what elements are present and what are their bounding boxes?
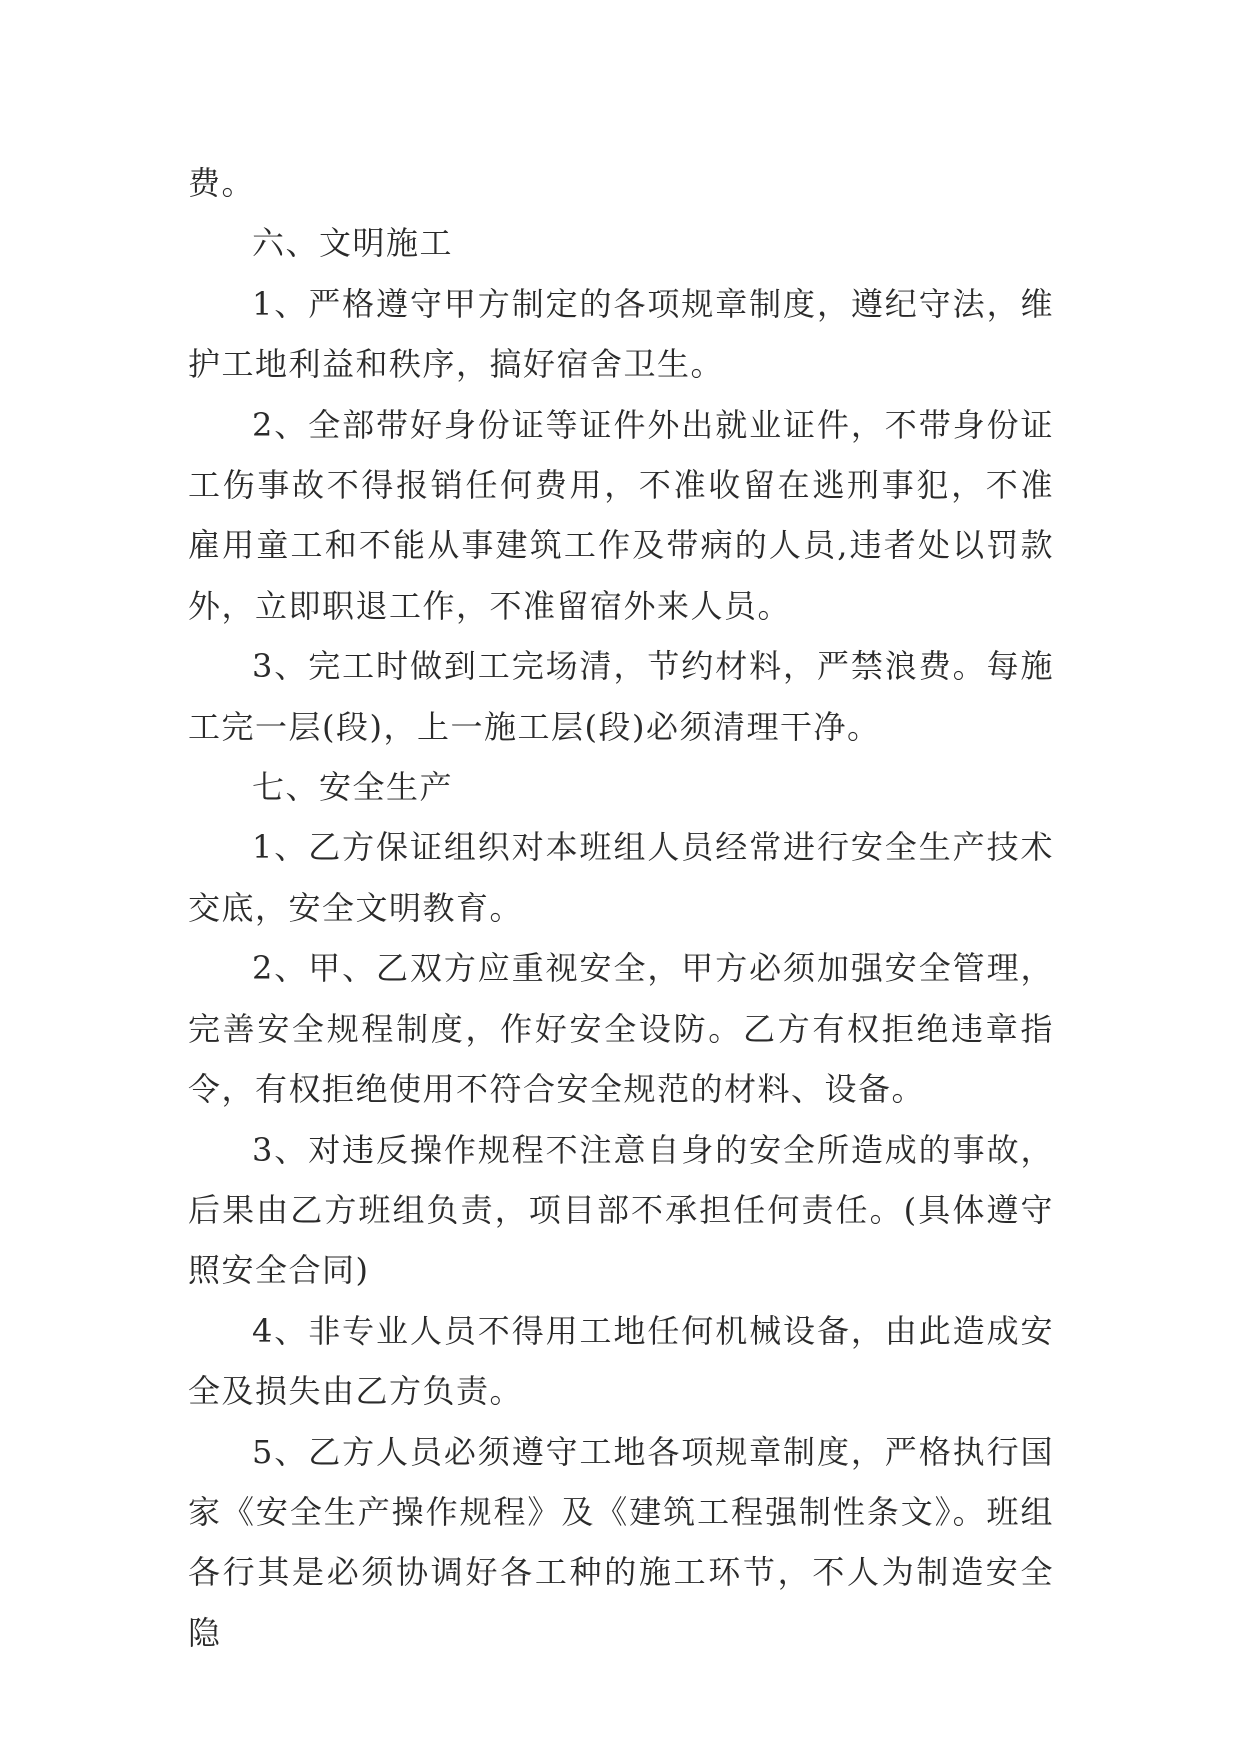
document-body (188, 153, 1054, 1663)
section-heading-safety-production: 七、安全生产 (252, 768, 454, 807)
paragraph-item: 5、乙方人员必须遵守工地各项规章制度，严格执行国家《安全生产操作规程》及《建筑工程强制性条文》。班组各行其是必须协调好各工种的施工环节，不人为制造安全隐 (188, 1432, 1054, 1652)
paragraph-item: 2、甲、乙双方应重视安全，甲方必须加强安全管理，完善安全规程制度，作好安全设防。乙方有权拒绝违章指令，有权拒绝使用不符合安全规范的材料、设备。 (188, 949, 1054, 1109)
section-heading-civilized-construction: 六、文明施工 (252, 224, 454, 263)
paragraph-item: 4、非专业人员不得用工地任何机械设备，由此造成安全及损失由乙方负责。 (188, 1311, 1054, 1411)
paragraph-item: 3、完工时做到工完场清，节约材料，严禁浪费。每施工完一层(段)，上一施工层(段)必须清理干净。 (188, 647, 1054, 746)
paragraph-item: 1、乙方保证组织对本班组人员经常进行安全生产技术交底，安全文明教育。 (188, 828, 1054, 927)
paragraph-continuation: 费。 (188, 164, 256, 202)
paragraph-item: 1、严格遵守甲方制定的各项规章制度，遵纪守法，维护工地利益和秩序，搞好宿舍卫生。 (188, 284, 1054, 384)
paragraph-item: 2、全部带好身份证等证件外出就业证件，不带身份证工伤事故不得报销任何费用，不准收留在逃刑事犯，不准雇用童工和不能从事建筑工作及带病的人员,违者处以罚款外，立即职退工作，不准留宿外来人员。 (188, 405, 1054, 625)
paragraph-item: 3、对违反操作规程不注意自身的安全所造成的事故，后果由乙方班组负责，项目部不承担任何责任。(具体遵守照安全合同) (188, 1130, 1054, 1290)
